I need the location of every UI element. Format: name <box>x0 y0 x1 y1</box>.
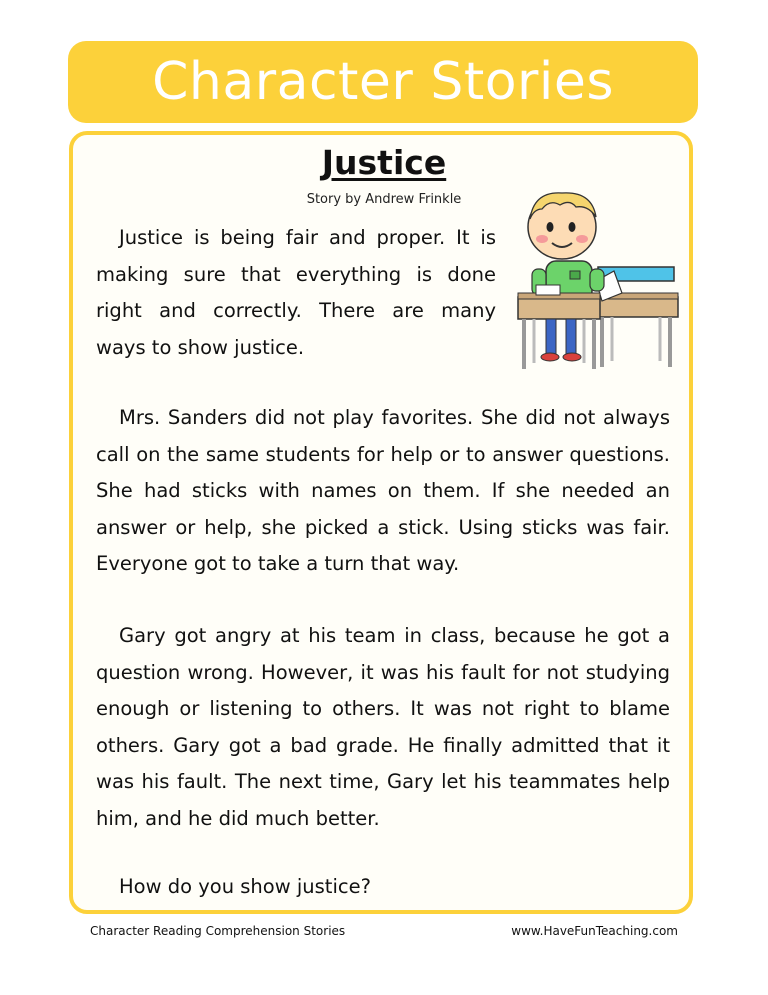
story-byline: Story by Andrew Frinkle <box>306 192 462 207</box>
story-paragraph-1: Justice is being fair and proper. It is making sure that everything is done right and correctly. There are many ways to show justice. <box>96 226 496 359</box>
boy-at-desk-icon <box>510 185 682 375</box>
story-title: Justice <box>321 143 447 182</box>
footer-series-label: Character Reading Comprehension Stories <box>90 924 346 938</box>
story-question: How do you show justice? <box>119 875 371 898</box>
story-paragraph-2: Mrs. Sanders did not play favorites. She did not always call on the same students for help or to answer questions. She had sticks with names on them. If she needed an answer or help, she picked a stick. Using sticks was fair. Everyone got to take a turn that way. <box>96 406 670 575</box>
footer-website-link[interactable]: www.HaveFunTeaching.com <box>511 924 678 938</box>
story-paragraph-3: Gary got angry at his team in class, because he got a question wrong. However, it was his fault for not studying enough or listening to others. It was not right to blame others. Gary got a bad grade. He finally admitted that it was his fault. The next time, Gary let his teammates help him, and he did much better. <box>96 624 670 830</box>
page-title: Character Stories <box>152 52 614 112</box>
header-banner <box>68 41 698 123</box>
